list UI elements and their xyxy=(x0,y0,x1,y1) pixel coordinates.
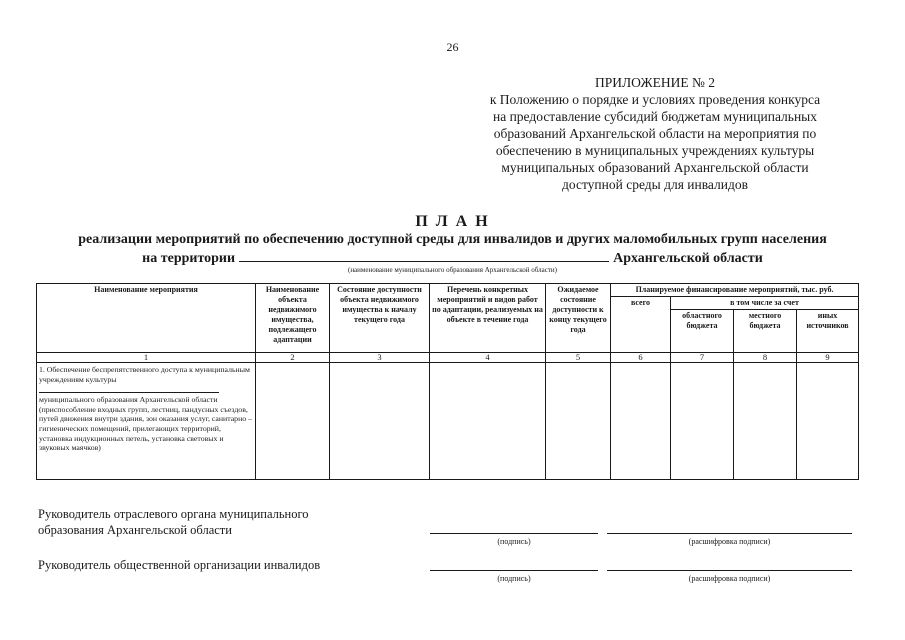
signature-caption: (подпись) xyxy=(497,574,531,583)
column-number: 7 xyxy=(671,353,734,363)
signature-decoding-caption: (расшифровка подписи) xyxy=(688,574,771,583)
table-cell[interactable] xyxy=(671,363,734,480)
plan-subtitle xyxy=(20,231,885,267)
table-cell[interactable] xyxy=(330,363,430,480)
page-number: 26 xyxy=(446,40,459,54)
annex-line: муниципальных образований Архангельской области xyxy=(501,160,809,175)
annex-line: доступной среды для инвалидов xyxy=(562,177,748,192)
header-object: Наименование объекта недвижимого имущества, подлежащего адаптации xyxy=(256,284,330,353)
signature-decoding-line[interactable] xyxy=(607,570,852,571)
column-number: 2 xyxy=(256,353,330,363)
signature-decoding-line[interactable] xyxy=(607,533,852,534)
column-number: 8 xyxy=(734,353,797,363)
header-state-end: Ожидаемое состояние доступности к концу текущего года xyxy=(546,284,611,353)
signature-line[interactable] xyxy=(430,533,598,534)
table-cell[interactable] xyxy=(430,363,546,480)
header-measure: Наименование мероприятия xyxy=(37,284,256,353)
plan-title: П Л А Н xyxy=(415,213,490,230)
column-number: 9 xyxy=(797,353,859,363)
header-regional-budget: областного бюджета xyxy=(671,310,734,353)
signature-head-industry-line1: Руководитель отраслевого органа муниципального xyxy=(38,507,309,521)
subtitle-prefix: на территории xyxy=(142,251,236,266)
subtitle-suffix: Архангельской области xyxy=(613,251,763,266)
annex-title: ПРИЛОЖЕНИЕ № 2 xyxy=(594,75,716,90)
column-number: 3 xyxy=(330,353,430,363)
municipality-caption: (наименование муниципального образования Архангельской области) xyxy=(347,266,558,274)
municipality-blank-line[interactable] xyxy=(39,384,219,393)
table-cell[interactable] xyxy=(734,363,797,480)
signature-head-industry xyxy=(38,506,398,538)
column-number: 1 xyxy=(37,353,256,363)
column-number: 4 xyxy=(430,353,546,363)
header-financing: Планируемое финансирование мероприятий, тыс. руб. xyxy=(611,284,859,297)
municipality-blank-field[interactable] xyxy=(239,248,609,262)
signature-head-disabled-org: Руководитель общественной организации инвалидов xyxy=(38,558,321,572)
annex-line: на предоставление субсидий бюджетам муниципальных xyxy=(492,109,817,124)
table-cell[interactable] xyxy=(797,363,859,480)
header-including: в том числе за счет xyxy=(671,297,859,310)
header-total: всего xyxy=(611,297,671,353)
signature-caption: (подпись) xyxy=(497,537,531,546)
annex-line: образований Архангельской области на мероприятия по xyxy=(493,126,817,141)
table-cell[interactable] xyxy=(546,363,611,480)
header-local-budget: местного бюджета xyxy=(734,310,797,353)
annex-block xyxy=(440,74,870,193)
table-row xyxy=(37,363,859,480)
table-cell[interactable] xyxy=(256,363,330,480)
table-cell[interactable] xyxy=(611,363,671,480)
header-works-list: Перечень конкретных мероприятий и видов работ по адаптации, реализуемых на объекте в течение года xyxy=(430,284,546,353)
signature-line[interactable] xyxy=(430,570,598,571)
measure-text-2: муниципального образования Архангельской области (приспособление входных групп, лестниц, пандусных съездов, путей движения внутри здания, зон оказания услуг, санитарно – гигиенических помещений, прилегающих территорий, установка индукционных петель, установка световых и звуковых маячков) xyxy=(39,395,252,453)
plan-table xyxy=(36,283,859,480)
header-other-sources: иных источников xyxy=(797,310,859,353)
measure-text-1: 1. Обеспечение беспрепятственного доступа к муниципальным учреждениям культуры xyxy=(39,365,250,384)
column-number: 5 xyxy=(546,353,611,363)
annex-line: к Положению о порядке и условиях проведения конкурса xyxy=(489,92,821,107)
header-state-start: Состояние доступности объекта недвижимого имущества к началу текущего года xyxy=(330,284,430,353)
annex-line: обеспечению в муниципальных учреждениях культуры xyxy=(495,143,815,158)
column-number: 6 xyxy=(611,353,671,363)
measure-cell xyxy=(37,363,256,480)
plan-subtitle-line1: реализации мероприятий по обеспечению доступной среды для инвалидов и других маломобильных групп населения xyxy=(78,232,827,247)
signature-head-industry-line2: образования Архангельской области xyxy=(38,523,232,537)
signature-decoding-caption: (расшифровка подписи) xyxy=(688,537,771,546)
plan-subtitle-line2 xyxy=(20,248,885,267)
